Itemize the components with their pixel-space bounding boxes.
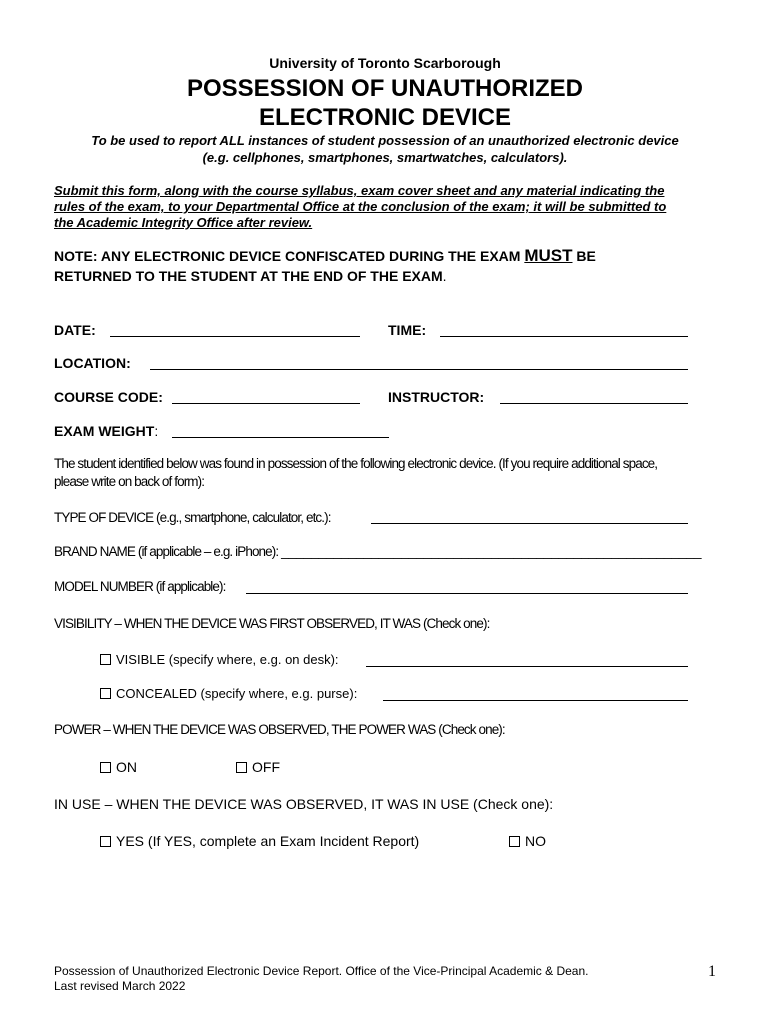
date-field[interactable] [110,336,360,337]
brand-name-row [54,544,702,559]
form-title-line-2: ELECTRONIC DEVICE [258,104,512,131]
time-field[interactable] [440,336,688,337]
course-code-field[interactable] [172,403,360,404]
note-line-2: RETURNED TO THE STUDENT AT THE END OF THE EXAM [54,268,443,284]
location-field[interactable] [150,369,688,370]
concealed-option [100,686,357,701]
power-on-label: ON [116,759,137,775]
footer [54,964,589,994]
footer-line-1: Possession of Unauthorized Electronic Device Report. Office of the Vice-Principal Academic & Dean. [54,964,589,978]
model-number-label: MODEL NUMBER (if applicable): [54,579,226,594]
intro-line-1: The student identified below was found in possession of the following electronic device. (If you require additional space, [54,456,658,471]
power-off-checkbox[interactable] [236,762,247,773]
date-label: DATE: [54,322,96,338]
concealed-option-label: CONCEALED (specify where, e.g. purse): [116,686,358,701]
in-use-heading: IN USE – WHEN THE DEVICE WAS OBSERVED, IT WAS IN USE (Check one): [54,796,554,812]
instructor-label: INSTRUCTOR: [388,389,485,405]
in-use-no-option [509,833,546,849]
in-use-no-label: NO [525,833,546,849]
note-must: MUST [524,246,573,265]
in-use-yes-option [100,833,419,849]
time-label: TIME: [388,322,427,338]
visibility-heading: VISIBILITY – WHEN THE DEVICE WAS FIRST OBSERVED, IT WAS (Check one): [54,616,490,631]
instructor-field[interactable] [500,403,688,404]
instructions [54,183,666,231]
intro-line-2: please write on back of form): [54,474,205,489]
institution-name: University of Toronto Scarborough [269,55,501,71]
brand-name-label: BRAND NAME (if applicable – e.g. iPhone): [54,544,282,559]
note-text-2: BE [572,248,596,264]
in-use-yes-checkbox[interactable] [100,836,111,847]
instructions-line-3: the Academic Integrity Office after review. [54,215,313,230]
power-heading: POWER – WHEN THE DEVICE WAS OBSERVED, THE POWER WAS (Check one): [54,722,505,737]
visible-specify-field[interactable] [366,666,688,667]
intro-paragraph [54,455,657,491]
exam-weight-label: EXAM WEIGHT: [54,423,159,439]
in-use-no-checkbox[interactable] [509,836,520,847]
note-period: . [442,268,447,284]
location-label: LOCATION: [54,355,131,371]
subtitle-line-1: To be used to report ALL instances of student possession of an unauthorized electronic device [91,133,679,148]
form-title-line-1: POSSESSION OF UNAUTHORIZED [186,75,584,102]
type-of-device-field[interactable] [371,523,688,524]
footer-line-2: Last revised March 2022 [54,979,186,993]
subtitle-line-2: (e.g. cellphones, smartphones, smartwatches, calculators). [202,150,568,165]
page-number: 1 [708,963,716,980]
power-off-label: OFF [252,759,280,775]
power-off-option [236,759,280,775]
power-on-option [100,759,137,775]
concealed-specify-field[interactable] [383,700,688,701]
model-number-field[interactable] [246,593,688,594]
exam-weight-field[interactable] [172,437,389,438]
visible-option-label: VISIBLE (specify where, e.g. on desk): [116,652,339,667]
note [54,247,596,285]
power-on-checkbox[interactable] [100,762,111,773]
in-use-yes-label: YES (If YES, complete an Exam Incident Report) [116,833,420,849]
course-code-label: COURSE CODE: [54,389,163,405]
brand-name-field[interactable]: ________________________________________________________ [281,544,702,559]
concealed-checkbox[interactable] [100,688,111,699]
instructions-line-1: Submit this form, along with the course syllabus, exam cover sheet and any material indicating the [54,183,665,198]
visible-option [100,652,339,667]
instructions-line-2: rules of the exam, to your Departmental Office at the conclusion of the exam; it will be submitted to [54,199,667,214]
note-text: NOTE: ANY ELECTRONIC DEVICE CONFISCATED DURING THE EXAM [54,248,525,264]
visible-checkbox[interactable] [100,654,111,665]
type-of-device-label: TYPE OF DEVICE (e.g., smartphone, calculator, etc.): [54,510,331,525]
